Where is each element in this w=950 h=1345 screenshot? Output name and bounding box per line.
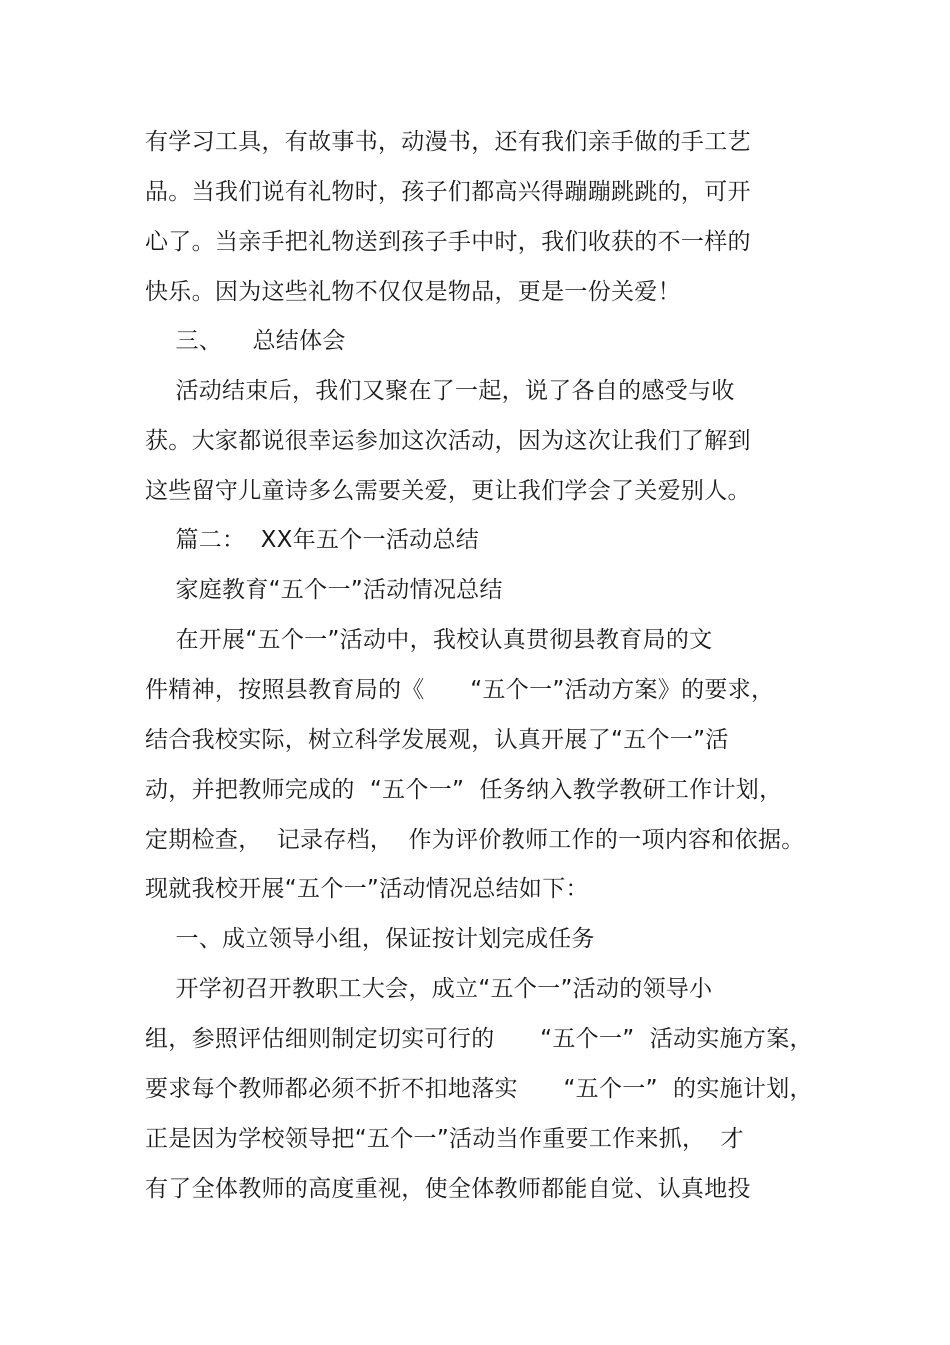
body-text-line: 活动结束后，我们又聚在了一起，说了各自的感受与收 [145,378,735,404]
body-text-line: 结合我校实际，树立科学发展观，认真开展了“五个一”活 [145,727,729,753]
body-text-line: 组，参照评估细则制定切实可行的 “五个一” 活动实施方案， [145,1026,813,1052]
body-text-line: 有了全体教师的高度重视，使全体教师都能自觉、认真地投 [145,1176,751,1202]
body-text-line: 快乐。因为这些礼物不仅仅是物品，更是一份关爱！ [145,279,681,305]
body-text-line: 这些留守儿童诗多么需要关爱，更让我们学会了关爱别人。 [145,478,751,504]
body-text-line: 获。大家都说很幸运参加这次活动，因为这次让我们了解到 [145,428,751,454]
body-text-line: 定期检查， 记录存档， 作为评价教师工作的一项内容和依据。 [145,827,805,853]
body-text-line: 有学习工具，有故事书，动漫书，还有我们亲手做的手工艺 [145,129,751,155]
section-heading: 一、成立领导小组，保证按计划完成任务 [145,926,595,952]
body-text-line: 心了。当亲手把礼物送到孩子手中时，我们收获的不一样的 [145,229,751,255]
body-text-line: 现就我校开展“五个一”活动情况总结如下： [145,876,589,902]
body-text-line: 要求每个教师都必须不折不扣地落实 “五个一” 的实施计划， [145,1076,813,1102]
body-text-line: 开学初召开教职工大会，成立“五个一”活动的领导小 [145,976,713,1002]
body-text-line: 正是因为学校领导把“五个一”活动当作重要工作来抓， 才 [145,1126,744,1152]
section-heading: 三、 总结体会 [145,328,346,354]
body-text-line: 在开展“五个一”活动中，我校认真贯彻县教育局的文 [145,627,713,653]
body-text-line: 动，并把教师完成的 “五个一” 任务纳入教学教研工作计划， [145,777,783,803]
document-title: 家庭教育“五个一”活动情况总结 [145,577,503,603]
chapter-heading: 篇二： XX年五个一活动总结 [145,527,480,553]
body-text-line: 品。当我们说有礼物时，孩子们都高兴得蹦蹦跳跳的，可开 [145,179,751,205]
body-text-line: 件精神，按照县教育局的《 “五个一”活动方案》的要求， [145,677,775,703]
